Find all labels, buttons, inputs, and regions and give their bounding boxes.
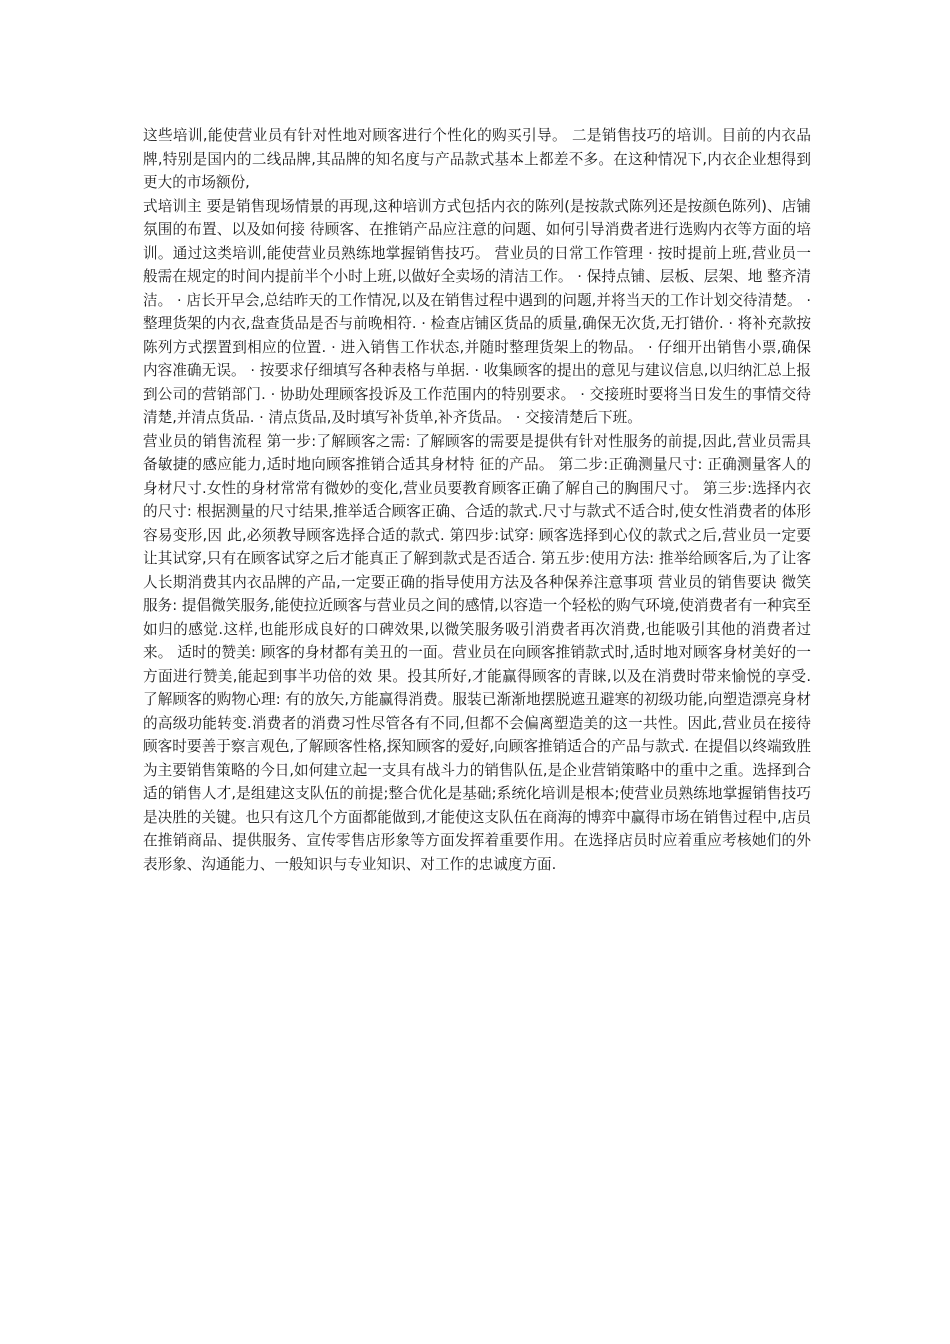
paragraph-daily-management: 式培训主 要是销售现场情景的再现,这种培训方式包括内衣的陈列(是按款式陈列还是按颜色陈列)、店铺氛围的布置、以及如何接 待顾客、在推销产品应注意的问题、如何引导消费者进行选购内衣等方面的培训。通过这类培训,能使营业员熟练地掌握销售技巧。 营业员的日常工作管理 · 按时提前上班,营业员一般需在规定的时间内提前半个小时上班,以做好全卖场的清洁工作。 · 保持点铺、层板、层架、地 整齐清洁。 · 店长开早会,总结昨天的工作情况,以及在销售过程中遇到的问题,并将当天的工作计划交待清楚。 · 整理货架的内衣,盘查货品是否与前晚相符. · 检查店铺区货品的质量,确保无次货,无打错价. · 将补充款按陈列方式摆置到相应的位置. · 进入销售工作状态,并随时整理货架上的物品。 · 仔细开出销售小票,确保内容准确无误。 · 按要求仔细填写各种表格与单据. · 收集顾客的提出的意见与建议信息,以归纳汇总上报到公司的营销部门. · 协助处理顾客投诉及工作范围内的特别要求。 · 交接班时要将当日发生的事情交待清楚,并清点货品. · 清点货品,及时填写补货单,补齐货品。 · 交接清楚后下班。 <box>143 197 811 426</box>
document-body <box>143 124 811 876</box>
paragraph-training-intro: 这些培训,能使营业员有针对性地对顾客进行个性化的购买引导。 二是销售技巧的培训。目前的内衣品牌,特别是国内的二线品牌,其品牌的知名度与产品款式基本上都差不多。在这种情况下,内衣企业想得到更大的市场额份, <box>143 127 811 191</box>
paragraph-sales-process: 营业员的销售流程 第一步:了解顾客之需: 了解顾客的需要是提供有针对性服务的前提,因此,营业员需具备敏捷的感应能力,适时地向顾客推销合适其身材特 征的产品。 第二步:正确测量尺寸: 正确测量客人的身材尺寸.女性的身材常常有微妙的变化,营业员要教育顾客正确了解自己的胸围尺寸。 第三步:选择内衣的尺寸: 根据测量的尺寸结果,推举适合顾客正确、合适的款式.尺寸与款式不适合时,使女性消费者的体形容易变形,因 此,必须教导顾客选择合适的款式. 第四步:试穿: 顾客选择到心仪的款式之后,营业员一定要让其试穿,只有在顾客试穿之后才能真正了解到款式是否适合. 第五步:使用方法: 推举给顾客后,为了让客人长期消费其内衣品牌的产品,一定要正确的指导使用方法及各种保养注意事项 营业员的销售要诀 微笑服务: 提倡微笑服务,能使拉近顾客与营业员之间的感情,以容造一个轻松的购气环境,使消费者有一种宾至如归的感觉.这样,也能形成良好的口碑效果,以微笑服务吸引消费者再次消费,也能吸引其他的消费者过来。 适时的赞美: 顾客的身材都有美丑的一面。营业员在向顾客推销款式时,适时地对顾客身材美好的一方面进行赞美,能起到事半功倍的效 果。投其所好,才能赢得顾客的青睐,以及在消费时带来愉悦的享受. 了解顾客的购物心理: 有的放矢,方能赢得消费。服装已渐渐地摆脱遮丑避寒的初级功能,向塑造漂亮身材的高级功能转变.消费者的消费习性尽管各有不同,但都不会偏离塑造美的这一共性。因此,营业员在接待顾客时要善于察言观色,了解顾客性格,探知顾客的爱好,向顾客推销适合的产品与款式. 在提倡以终端致胜为主要销售策略的今日,如何建立起一支具有战斗力的销售队伍,是企业营销策略中的重中之重。选择到合适的销售人才,是组建这支队伍的前提;整合优化是基础;系统化培训是根本;使营业员熟练地掌握销售技巧是决胜的关键。也只有这几个方面都能做到,才能使这支队伍在商海的博弈中赢得市场在销售过程中,店员在推销商品、提供服务、宣传零售店形象等方面发挥着重要作用。在选择店员时应着重应考核她们的外表形象、沟通能力、一般知识与专业知识、对工作的忠诚度方面. <box>143 432 811 873</box>
